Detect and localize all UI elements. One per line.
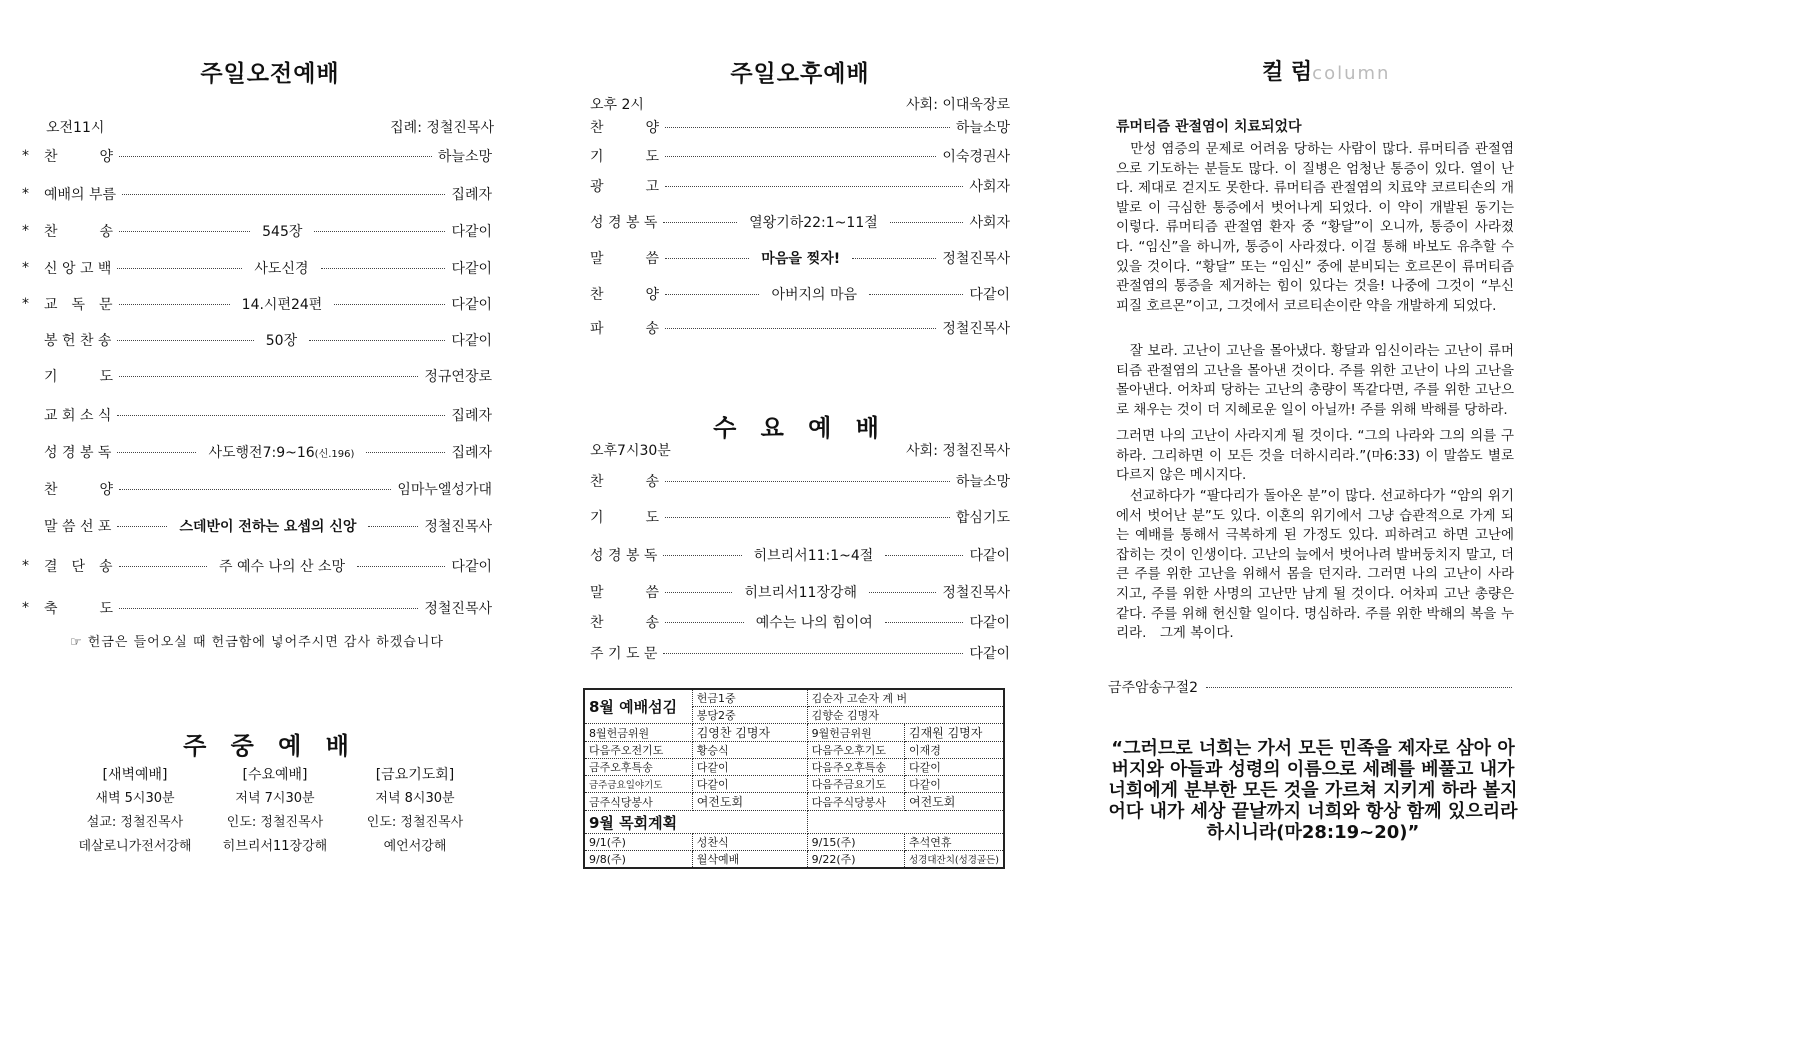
column-title-en: column [1312, 63, 1391, 84]
order-item-label: 예배의 부름 [44, 187, 117, 203]
order-item-person: 사회자 [969, 215, 1011, 231]
order-item-detail [202, 442, 360, 462]
order-row [22, 598, 492, 618]
order-item-label: 기 도 [590, 149, 660, 165]
order-row [22, 146, 492, 166]
order-item-detail-text: 50장 [265, 333, 298, 349]
order-item-person: 다같이 [969, 548, 1011, 564]
leader-dots [321, 268, 446, 269]
leader-dots [665, 592, 732, 593]
wednesday-title: 수 요 예 배 [713, 414, 887, 442]
table-cell: 금주금요일야기도 [584, 776, 692, 793]
table-cell: 황승식 [692, 742, 807, 759]
order-row [22, 184, 492, 204]
leader-dots [665, 517, 950, 518]
table-cell: 성경대잔치(성경골든) [904, 851, 1004, 869]
table-cell: 다같이 [692, 759, 807, 776]
order-item-label: 축 도 [44, 601, 114, 617]
table-row [584, 689, 1004, 707]
order-row [590, 146, 1010, 166]
order-row [590, 545, 1010, 565]
leader-dots [869, 294, 963, 295]
order-item-detail-text: 사도행전7:9~16 [208, 445, 315, 461]
order-item-label: 기 도 [44, 369, 114, 385]
leader-dots [852, 258, 936, 259]
table-cell: 9/22(주) [807, 851, 904, 869]
order-item-detail-text: 아버지의 마음 [771, 287, 858, 303]
order-row [22, 516, 492, 536]
order-item-person: 정규연장로 [424, 369, 492, 385]
order-row [22, 258, 492, 278]
order-item-detail-text: 사도신경 [254, 261, 309, 277]
midweek-title: 주 중 예 배 [183, 732, 357, 760]
midweek-col-dawn [60, 763, 210, 859]
order-row [590, 248, 1010, 268]
leader-dots [663, 555, 741, 556]
table-cell: 8월헌금위원 [584, 724, 692, 742]
midweek-col-time: 새벽 5시30분 [95, 791, 175, 806]
midweek-col-wednesday [200, 763, 350, 859]
afternoon-time: 오후 2시 [590, 97, 644, 113]
leader-dots [665, 186, 963, 187]
leader-dots [117, 268, 242, 269]
table-cell: 9/1(주) [584, 834, 692, 851]
order-item-person: 합심기도 [955, 510, 1010, 526]
column-title-ko: 컬 럼 [1262, 60, 1313, 85]
order-item-person: 다같이 [969, 615, 1011, 631]
midweek-col-head: [금요기도회] [375, 767, 455, 783]
order-row [590, 318, 1010, 338]
order-item-label: 결 단 송 [44, 559, 113, 575]
table-cell: 다같이 [692, 776, 807, 793]
order-item-label: 찬 양 [590, 120, 660, 136]
order-row [590, 176, 1010, 196]
table-cell: 봉당2중 [692, 707, 807, 724]
order-row [22, 405, 492, 425]
leader-dots [119, 489, 391, 490]
leader-dots [119, 376, 418, 377]
standing-mark: * [22, 260, 29, 276]
memory-verse-title [1108, 677, 1512, 697]
afternoon-title: 주일오후예배 [730, 61, 870, 87]
order-item-person: 집례자 [451, 445, 493, 461]
order-item-label: 주 기 도 문 [590, 646, 658, 662]
morning-title: 주일오전예배 [200, 61, 340, 87]
order-item-person: 하늘소망 [955, 120, 1010, 136]
order-item-label: 광 고 [590, 179, 660, 195]
memory-verse-label: 금주암송구절2 [1108, 680, 1199, 696]
table-row [584, 851, 1004, 869]
morning-header [46, 117, 494, 137]
order-item-person: 임마누엘성가대 [397, 482, 492, 498]
table-cell: 금주오후특송 [584, 759, 692, 776]
leader-dots [117, 415, 445, 416]
table-row [584, 834, 1004, 851]
column-heading: 류머티즘 관절염이 치료되었다 [1116, 119, 1302, 135]
leader-dots [665, 156, 936, 157]
midweek-col-preacher: 설교: 정철진목사 [86, 815, 184, 830]
leader-dots [665, 258, 749, 259]
table-cell: 이재경 [904, 742, 1004, 759]
order-item-detail [755, 248, 846, 268]
order-item-detail-text: 예수는 나의 힘이여 [755, 615, 873, 631]
leader-dots [368, 526, 418, 527]
order-row [22, 442, 492, 462]
order-item-label: 찬 양 [590, 287, 660, 303]
order-row [590, 284, 1010, 304]
order-item-detail [765, 284, 863, 304]
table-cell: 9월헌금위원 [807, 724, 904, 742]
order-item-detail-text: 545장 [262, 224, 303, 240]
column-title [1262, 55, 1390, 86]
table-cell: 다음주금요기도 [807, 776, 904, 793]
order-item-person: 정철진목사 [424, 519, 492, 535]
order-item-person: 사회자 [969, 179, 1010, 195]
leader-dots [665, 294, 759, 295]
order-item-detail [738, 582, 862, 602]
midweek-col-text: 예언서강해 [383, 839, 447, 854]
order-row [590, 582, 1010, 602]
order-item-label: 찬 송 [590, 615, 660, 631]
sep-title: 9월 목회계획 [584, 811, 807, 834]
leader-dots [663, 222, 737, 223]
leader-dots [665, 328, 936, 329]
midweek-col-time: 저녁 8시30분 [375, 791, 455, 806]
leader-dots [665, 622, 744, 623]
leader-dots [117, 340, 253, 341]
leader-dots [357, 566, 445, 567]
afternoon-header [590, 94, 1010, 114]
leader-dots [890, 222, 964, 223]
midweek-col-friday [340, 763, 490, 859]
order-item-label: 교 회 소 식 [44, 408, 112, 424]
order-row [590, 471, 1010, 491]
order-item-detail [236, 294, 329, 314]
order-item-person: 하늘소망 [955, 474, 1010, 490]
wednesday-time: 오후7시30분 [590, 443, 671, 459]
order-item-detail [743, 212, 884, 232]
order-row [590, 643, 1010, 663]
standing-mark: * [22, 148, 29, 164]
order-item-detail-note: (신.196) [314, 449, 355, 460]
order-item-label: 말 씀 선 포 [44, 519, 112, 535]
order-item-detail-text: 스데반이 전하는 요셉의 신앙 [179, 519, 357, 535]
order-row [590, 212, 1010, 232]
midweek-col-head: [수요예배] [242, 767, 308, 783]
order-item-label: 봉 헌 찬 송 [44, 333, 112, 349]
order-item-person: 다같이 [451, 297, 492, 313]
order-item-label: 기 도 [590, 510, 660, 526]
column-paragraph: 잘 보라. 고난이 고난을 몰아냈다. 황달과 임신이라는 고난이 류머티즘 관절염의 고난을 몰아낸 것이다. 주를 위한 고난이 나의 고난을 몰아낸다. 어차피 당하는 고난의 총량이 똑같다면, 주를 위한 고난으로 채우는 것이 더 지혜로운 일이 아닐까! 주를 위해 박해를 당하라. [1116, 343, 1514, 418]
table-row [584, 724, 1004, 742]
table-row [584, 811, 1004, 834]
leader-dots [334, 304, 445, 305]
table-cell: 다음주오후특송 [807, 759, 904, 776]
table-row [584, 759, 1004, 776]
table-cell: 성찬식 [692, 834, 807, 851]
standing-mark: * [22, 558, 29, 574]
order-row [590, 117, 1010, 137]
order-item-person: 다같이 [451, 224, 493, 240]
order-item-label: 찬 송 [44, 224, 114, 240]
order-item-label: 교 독 문 [44, 297, 113, 313]
table-cell: 다음주오전기도 [584, 742, 692, 759]
leader-dots [309, 340, 445, 341]
order-item-person: 정철진목사 [942, 251, 1011, 267]
order-item-detail [213, 556, 351, 576]
table-row [584, 776, 1004, 793]
order-row [22, 330, 492, 350]
leader-dots [885, 555, 963, 556]
order-item-detail-text: 마음을 찢자! [761, 251, 841, 267]
leader-dots [869, 592, 936, 593]
order-item-person: 다같이 [451, 261, 493, 277]
leader-dots [314, 231, 445, 232]
leader-dots [665, 481, 950, 482]
order-item-person: 하늘소망 [437, 149, 492, 165]
order-row [22, 294, 492, 314]
order-item-person: 이숙경권사 [942, 149, 1010, 165]
standing-mark: * [22, 223, 29, 239]
order-item-label: 말 씀 [590, 585, 660, 601]
order-item-person: 집례자 [451, 187, 492, 203]
order-item-detail-text: 히브리서11:1~4절 [753, 548, 874, 564]
table-cell: 김향순 김명자 [807, 707, 1004, 724]
table-cell: 다같이 [904, 759, 1004, 776]
leader-dots [122, 194, 445, 195]
order-item-person: 정철진목사 [424, 601, 492, 617]
order-item-detail [173, 516, 362, 536]
leader-dots [119, 231, 250, 232]
order-item-person: 정철진목사 [942, 321, 1010, 337]
standing-mark: * [22, 296, 29, 312]
table-cell: 김순자 고순자 계 버 [807, 689, 1004, 707]
wednesday-header [590, 440, 1010, 460]
table-cell [807, 811, 1004, 834]
order-item-label: 성 경 봉 독 [44, 445, 112, 461]
order-item-detail-text: 열왕기하22:1~11절 [749, 215, 878, 231]
order-item-detail [260, 330, 303, 350]
order-row [22, 556, 492, 576]
serving-schedule-table [583, 688, 1005, 869]
midweek-col-time: 저녁 7시30분 [235, 791, 315, 806]
leader-dots [663, 653, 963, 654]
standing-mark: * [22, 600, 29, 616]
table-cell: 김영찬 김명자 [692, 724, 807, 742]
column-paragraph: 선교하다가 “팔다리가 돌아온 분”이 많다. 선교하다가 “암의 위기에서 벗어난 분”도 있다. 이혼의 위기에서 그냥 습관적으로 가게 되는 예배를 통해서 극복하게 된 가정도 있다. 피하려고 하면 고난에 잡히는 것이 인생이다. 고난의 늪에서 벗어나려 발버둥치지 말고, 더 큰 주를 위한 고난을 위해서 몸을 던지라. 그러면 나의 고난이 사라지고, 주를 위한 사명의 고난만 남게 될 것이다. 어차피 고난 총량은 같다. 주를 위해 헌신할 일이다. 명심하라. 주를 위한 박해의 복을 누리라. 그게 복이다. [1116, 488, 1514, 642]
morning-time: 오전11시 [46, 120, 105, 136]
standing-mark: * [22, 186, 29, 202]
order-item-label: 찬 송 [590, 474, 660, 490]
morning-leader: 집례: 정철진목사 [390, 120, 494, 136]
table-cell: 헌금1중 [692, 689, 807, 707]
table-cell: 다음주식당봉사 [807, 793, 904, 811]
order-item-detail-text: 히브리서11장강해 [744, 585, 857, 601]
order-item-label: 파 송 [590, 321, 660, 337]
midweek-col-head: [새벽예배] [102, 767, 168, 783]
table-cell: 다음주오후기도 [807, 742, 904, 759]
order-row [22, 221, 492, 241]
table-cell: 김재원 김명자 [904, 724, 1004, 742]
order-row [22, 479, 492, 499]
leader-dots [885, 622, 964, 623]
midweek-col-preacher: 인도: 정철진목사 [226, 815, 324, 830]
midweek-col-text: 히브리서11장강해 [222, 839, 328, 854]
order-item-detail [248, 258, 314, 278]
leader-dots [119, 156, 432, 157]
order-item-detail-text: 주 예수 나의 산 소망 [219, 559, 345, 575]
aug-title: 8월 예배섬김 [584, 689, 692, 724]
order-item-person: 다같이 [969, 646, 1010, 662]
leader-dots [119, 304, 230, 305]
table-row [584, 793, 1004, 811]
table-row [584, 742, 1004, 759]
divider [1206, 687, 1512, 688]
order-row [22, 366, 492, 386]
order-item-label: 말 씀 [590, 251, 660, 267]
order-row [590, 507, 1010, 527]
afternoon-leader: 사회: 이대욱장로 [906, 97, 1010, 113]
order-item-person: 다같이 [969, 287, 1010, 303]
order-item-person: 다같이 [451, 333, 492, 349]
table-cell: 9/8(주) [584, 851, 692, 869]
order-item-person: 정철진목사 [942, 585, 1011, 601]
leader-dots [119, 608, 418, 609]
table-cell: 여전도회 [904, 793, 1004, 811]
table-cell: 금주식당봉사 [584, 793, 692, 811]
table-cell: 9/15(주) [807, 834, 904, 851]
column-paragraph: 만성 염증의 문제로 어려움 당하는 사람이 많다. 류머티즘 관절염으로 기도하는 분들도 많다. 이 질병은 엄청난 통증이 있다. 열이 난다. 제대로 걷지도 못한다. 류머티즘 관절염의 치료약 코르티손의 개발로 이 극심한 통증에서 벗어나게 되었다. 이 약이 개발된 동기는 이렇다. 류머티즘 관절염 환자 중 “황달”이 오니까, 통증이 사라졌다. “임신”을 하니까, 통증이 사라졌다. 이걸 통해 바보도 유추할 수 있을 것이다. “황달” 또는 “임신” 중에 분비되는 호르몬이 류머티즘 관절염의 통증을 제거하는 힘이 있다는 것을! 나중에 그것이 “부신 피질 호르몬”이고, 그것에서 코르티손이란 약을 개발하게 되었다. [1116, 141, 1514, 314]
midweek-col-text: 데살로니가전서강해 [78, 839, 192, 854]
column-paragraph: 그러면 나의 고난이 사라지게 될 것이다. “그의 나라와 그의 의를 구하라. 그리하면 이 모든 것을 더하시리라.”(마6:33) 이 말씀도 별로 다르지 않은 메시지다. [1116, 428, 1514, 484]
leader-dots [665, 127, 950, 128]
order-item-detail [256, 221, 308, 241]
order-item-label: 성 경 봉 독 [590, 215, 658, 231]
order-item-label: 신 앙 고 백 [44, 261, 112, 277]
leader-dots [117, 526, 167, 527]
table-cell: 월삭예배 [692, 851, 807, 869]
order-row [590, 612, 1010, 632]
offering-note: ☞ 헌금은 들어오실 때 헌금함에 넣어주시면 감사 하겠습니다 [70, 635, 444, 650]
order-item-detail-text: 14.시편24편 [241, 297, 323, 313]
leader-dots [117, 452, 196, 453]
order-item-label: 찬 양 [44, 482, 114, 498]
order-item-person: 집례자 [451, 408, 492, 424]
order-item-person: 다같이 [451, 559, 492, 575]
wednesday-leader: 사회: 정철진목사 [906, 443, 1010, 459]
order-item-detail [748, 545, 880, 565]
order-item-detail [750, 612, 879, 632]
leader-dots [366, 452, 445, 453]
table-cell: 여전도회 [692, 793, 807, 811]
order-item-label: 찬 양 [44, 149, 114, 165]
midweek-col-preacher: 인도: 정철진목사 [366, 815, 464, 830]
order-item-label: 성 경 봉 독 [590, 548, 658, 564]
leader-dots [119, 566, 207, 567]
table-cell: 추석연휴 [904, 834, 1004, 851]
table-cell: 다같이 [904, 776, 1004, 793]
memory-verse-text: “그러므로 너희는 가서 모든 민족을 제자로 삼아 아버지와 아들과 성령의 이름으로 세례를 베풀고 내가 너희에게 분부한 모든 것을 가르쳐 지키게 하라 볼지어다 내가 세상 끝날까지 너희와 항상 함께 있으리라 하시니라(마28:19~20)” [1108, 738, 1518, 843]
